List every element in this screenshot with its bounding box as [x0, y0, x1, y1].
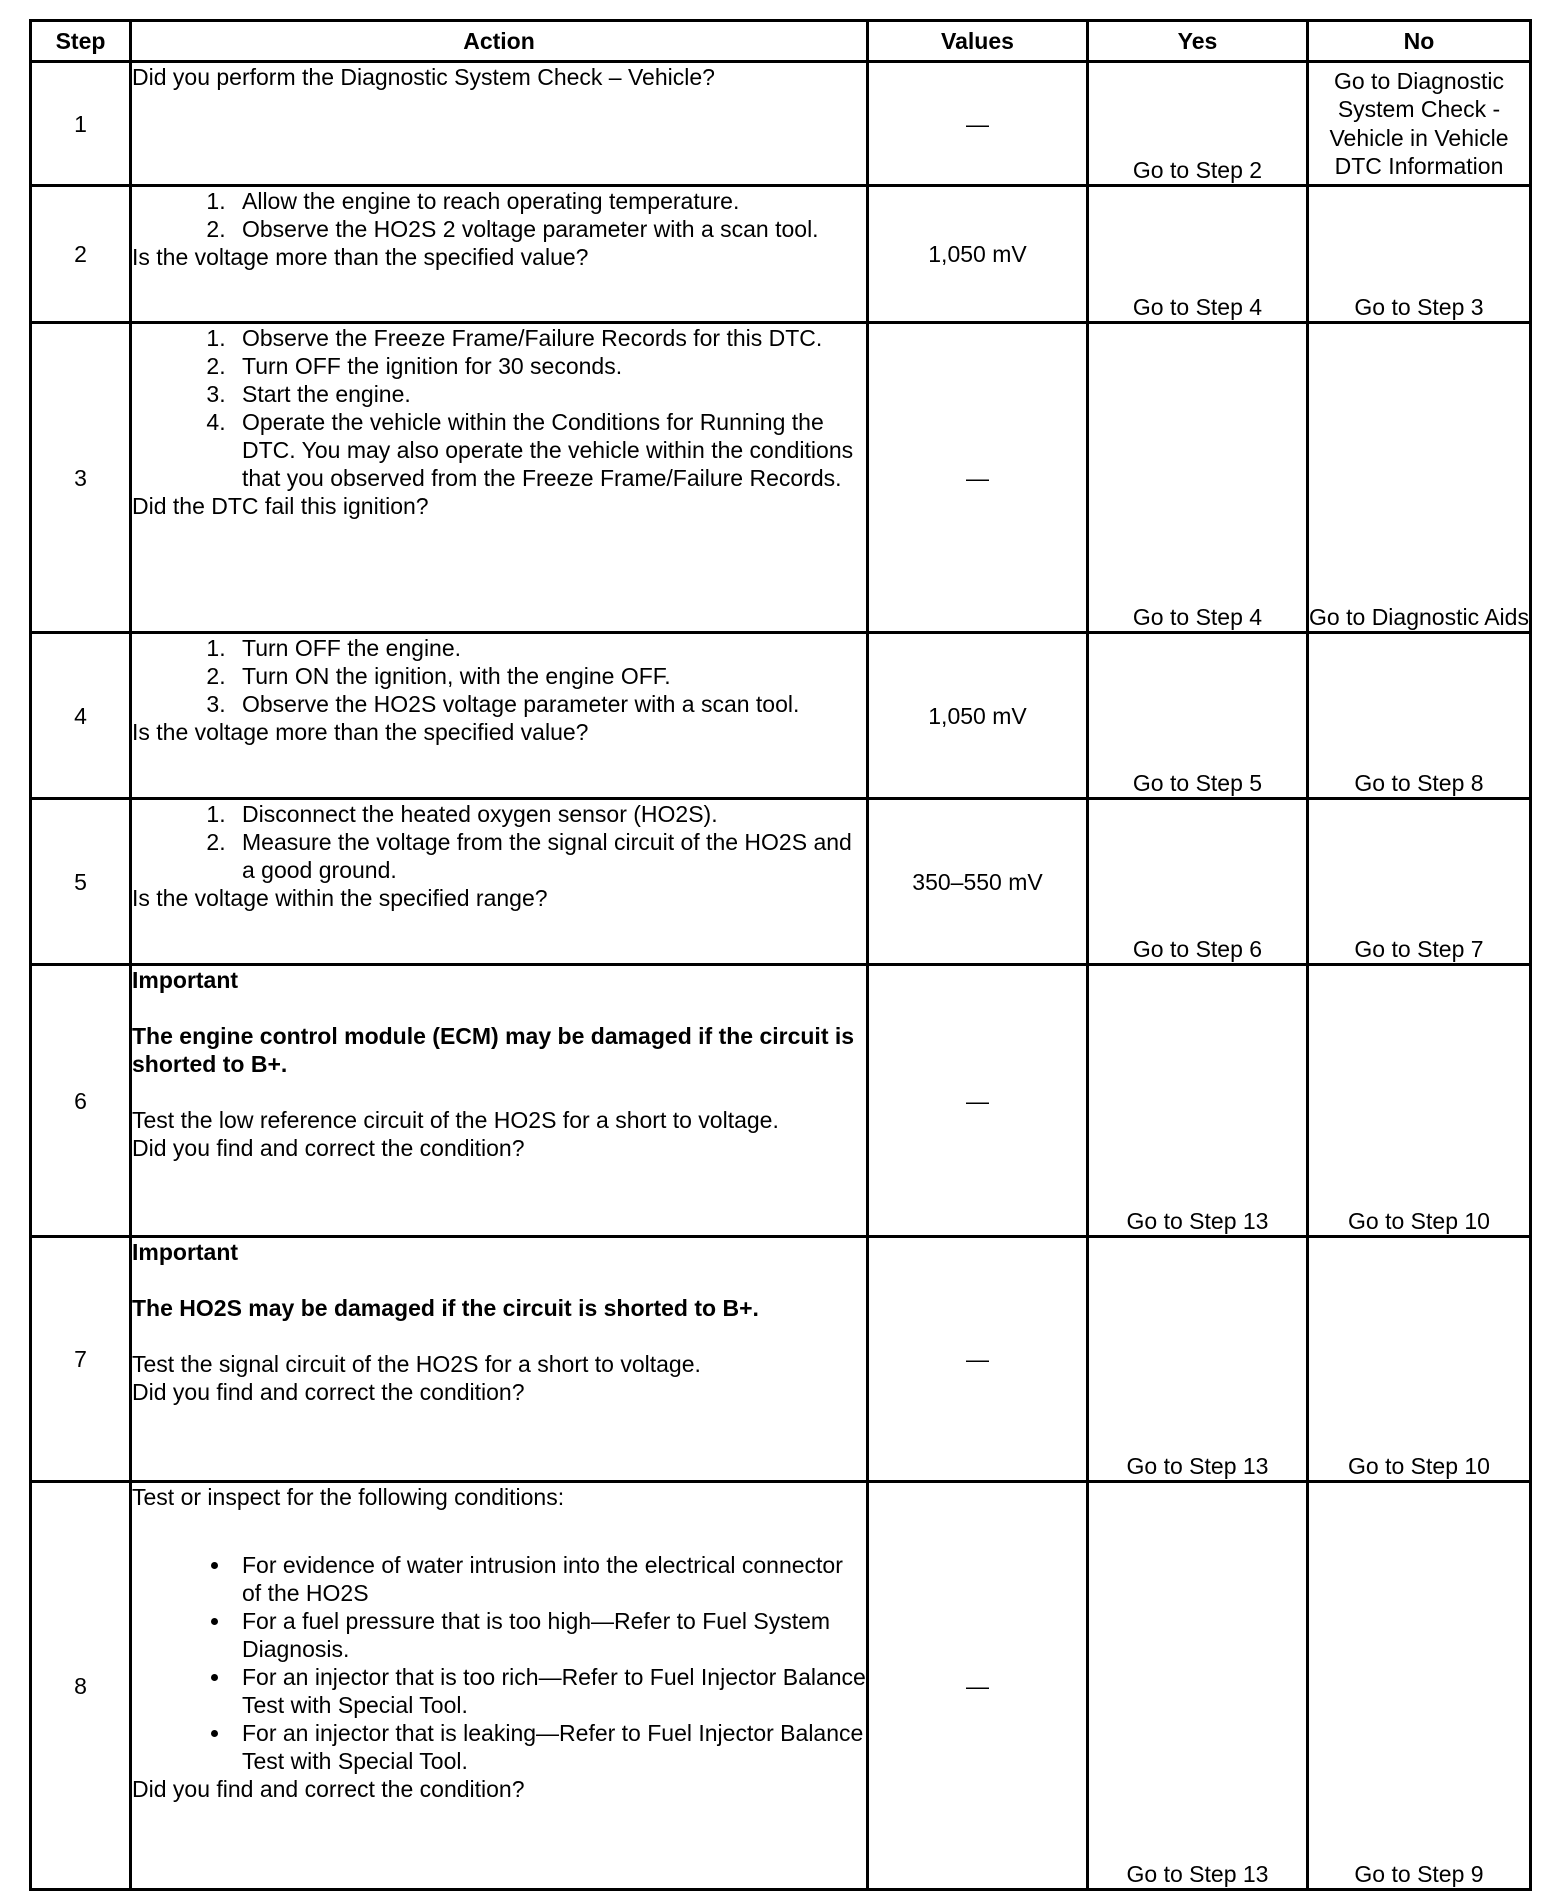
action-steps [132, 634, 866, 718]
yes-cell: Go to Step 13 [1088, 1237, 1308, 1482]
values-cell: 350–550 mV [868, 799, 1088, 965]
condition-list [132, 1551, 866, 1775]
no-cell: Go to Step 3 [1308, 186, 1531, 323]
table-row [31, 62, 1531, 186]
action-question: Did you find and correct the condition? [132, 1379, 525, 1405]
table-row [31, 323, 1531, 633]
yes-cell: Go to Step 4 [1088, 323, 1308, 633]
values-cell: — [868, 1237, 1088, 1482]
step-number: 5 [31, 799, 131, 965]
action-cell [131, 965, 868, 1237]
header-values: Values [868, 21, 1088, 62]
step-number: 6 [31, 965, 131, 1237]
action-question: Is the voltage within the specified range? [132, 885, 548, 911]
step-number: 4 [31, 633, 131, 799]
action-intro: Test or inspect for the following conditions: [132, 1484, 565, 1510]
yes-cell: Go to Step 13 [1088, 965, 1308, 1237]
action-cell [131, 1482, 868, 1890]
values-cell: — [868, 62, 1088, 186]
action-cell [131, 186, 868, 323]
action-steps [132, 187, 866, 243]
yes-cell: Go to Step 2 [1088, 62, 1308, 186]
important-label: Important [132, 1239, 239, 1265]
action-steps [132, 800, 866, 884]
table-row [31, 799, 1531, 965]
action-question: Is the voltage more than the specified value? [132, 244, 589, 270]
no-cell: Go to Diagnostic Aids [1308, 323, 1531, 633]
diagnostic-table [29, 19, 1532, 1891]
action-cell [131, 62, 868, 186]
header-action: Action [131, 21, 868, 62]
action-cell [131, 799, 868, 965]
action-step: 1. Turn OFF the engine. [232, 634, 866, 662]
yes-cell: Go to Step 4 [1088, 186, 1308, 323]
action-cell [131, 323, 868, 633]
action-steps [132, 324, 866, 492]
step-number: 1 [31, 62, 131, 186]
warning-text: The HO2S may be damaged if the circuit is shorted to B+. [132, 1295, 759, 1321]
action-question: Did you find and correct the condition? [132, 1776, 525, 1802]
action-question: Is the voltage more than the specified value? [132, 719, 589, 745]
condition-item: • For an injector that is too rich—Refer to Fuel Injector Balance Test with Special Tool. [232, 1663, 866, 1719]
values-cell: — [868, 323, 1088, 633]
action-step: 2. Measure the voltage from the signal circuit of the HO2S and a good ground. [232, 828, 866, 884]
step-number: 8 [31, 1482, 131, 1890]
yes-cell: Go to Step 5 [1088, 633, 1308, 799]
values-cell: 1,050 mV [868, 186, 1088, 323]
table-row [31, 1482, 1531, 1890]
header-row [31, 21, 1531, 62]
action-step: 4. Operate the vehicle within the Conditions for Running the DTC. You may also operate the vehicle within the conditions that you observed from the Freeze Frame/Failure Records. [232, 408, 866, 492]
action-step: 1. Allow the engine to reach operating temperature. [232, 187, 866, 215]
table-row [31, 1237, 1531, 1482]
action-step: 1. Disconnect the heated oxygen sensor (HO2S). [232, 800, 866, 828]
no-cell: Go to Diagnostic System Check - Vehicle in Vehicle DTC Information [1308, 62, 1531, 186]
action-step: 2. Turn OFF the ignition for 30 seconds. [232, 352, 866, 380]
action-step: 2. Turn ON the ignition, with the engine OFF. [232, 662, 866, 690]
action-question: Did you perform the Diagnostic System Check – Vehicle? [132, 64, 715, 90]
values-cell: — [868, 1482, 1088, 1890]
action-question: Did the DTC fail this ignition? [132, 493, 429, 519]
no-cell: Go to Step 7 [1308, 799, 1531, 965]
action-cell [131, 1237, 868, 1482]
action-step: 3. Start the engine. [232, 380, 866, 408]
condition-item: • For an injector that is leaking—Refer to Fuel Injector Balance Test with Special Tool. [232, 1719, 866, 1775]
yes-cell: Go to Step 6 [1088, 799, 1308, 965]
action-step: 3. Observe the HO2S voltage parameter with a scan tool. [232, 690, 866, 718]
important-label: Important [132, 967, 239, 993]
no-cell: Go to Step 10 [1308, 1237, 1531, 1482]
no-cell: Go to Step 10 [1308, 965, 1531, 1237]
values-cell: 1,050 mV [868, 633, 1088, 799]
table-row [31, 633, 1531, 799]
condition-item: • For a fuel pressure that is too high—Refer to Fuel System Diagnosis. [232, 1607, 866, 1663]
condition-item: • For evidence of water intrusion into the electrical connector of the HO2S [232, 1551, 866, 1607]
action-step: 2. Observe the HO2S 2 voltage parameter with a scan tool. [232, 215, 866, 243]
step-number: 3 [31, 323, 131, 633]
header-yes: Yes [1088, 21, 1308, 62]
header-no: No [1308, 21, 1531, 62]
values-cell: — [868, 965, 1088, 1237]
instruction-text: Test the signal circuit of the HO2S for a short to voltage. [132, 1351, 701, 1377]
instruction-text: Test the low reference circuit of the HO2S for a short to voltage. [132, 1107, 779, 1133]
table-row [31, 186, 1531, 323]
yes-cell: Go to Step 13 [1088, 1482, 1308, 1890]
no-cell: Go to Step 8 [1308, 633, 1531, 799]
action-cell [131, 633, 868, 799]
header-step: Step [31, 21, 131, 62]
step-number: 7 [31, 1237, 131, 1482]
warning-text: The engine control module (ECM) may be damaged if the circuit is shorted to B+. [132, 1023, 855, 1077]
action-step: 1. Observe the Freeze Frame/Failure Records for this DTC. [232, 324, 866, 352]
step-number: 2 [31, 186, 131, 323]
no-cell: Go to Step 9 [1308, 1482, 1531, 1890]
action-question: Did you find and correct the condition? [132, 1135, 525, 1161]
table-row [31, 965, 1531, 1237]
